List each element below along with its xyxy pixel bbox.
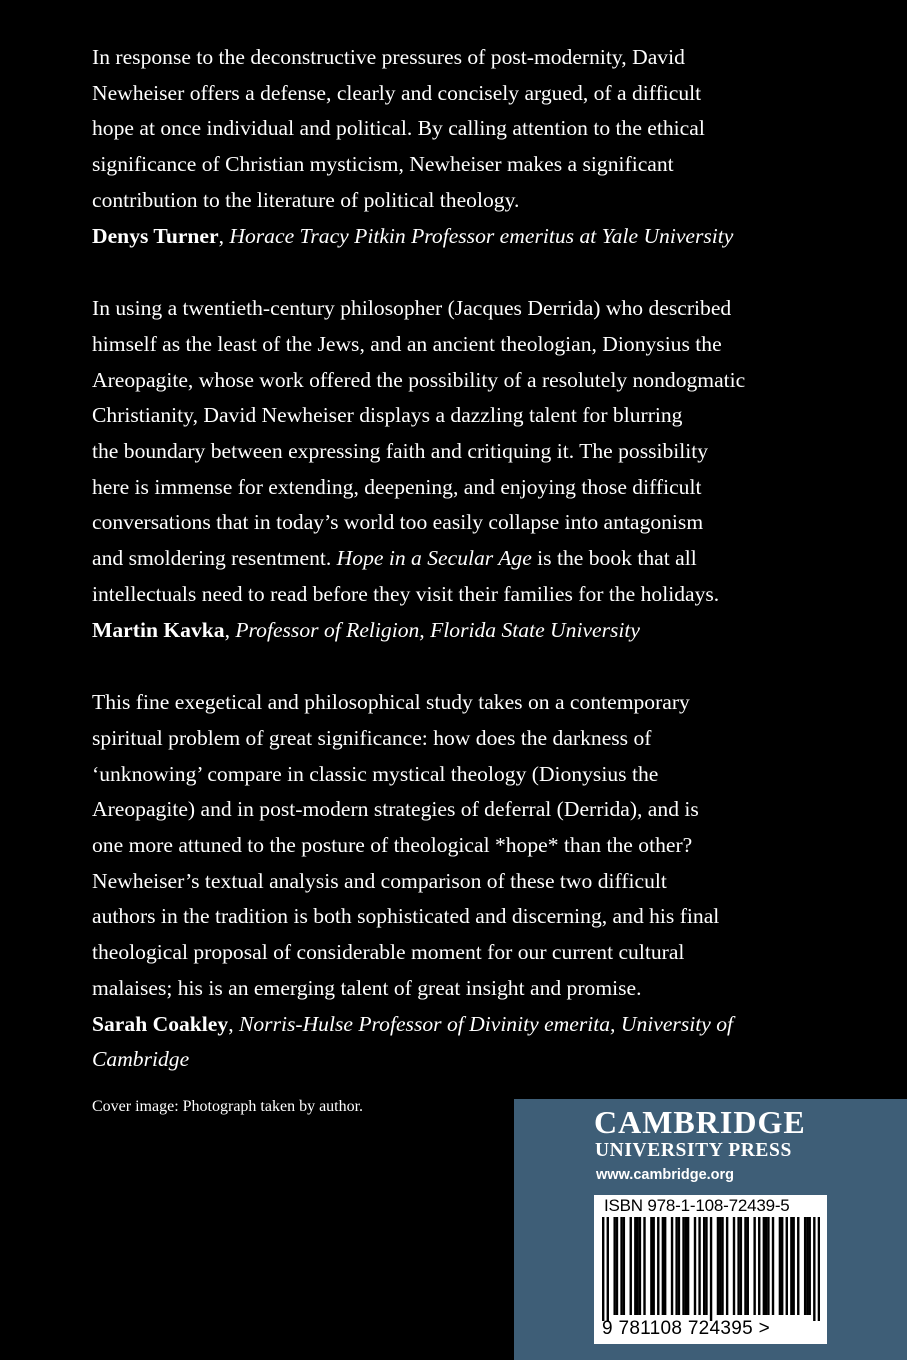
- blurb-text-line: significance of Christian mysticism, Newheiser makes a significant: [92, 152, 674, 177]
- endorser-attribution: [92, 613, 792, 649]
- endorser-name: Sarah Coakley: [92, 1011, 229, 1036]
- barcode-icon: [602, 1217, 820, 1321]
- blurb-text-line: hope at once individual and political. By calling attention to the ethical: [92, 116, 705, 141]
- blurb-text-line: spiritual problem of great significance: how does the darkness of: [92, 725, 652, 750]
- publisher-url: www.cambridge.org: [596, 1167, 735, 1183]
- endorser-name: Denys Turner: [92, 223, 219, 248]
- blurb-text-line: one more attuned to the posture of theological *hope* than the other?: [92, 833, 693, 858]
- blurb-text-line: malaises; his is an emerging talent of great insight and promise.: [92, 975, 642, 1000]
- endorser-title: Professor of Religion, Florida State University: [235, 617, 640, 642]
- blurb-text-line: himself as the least of the Jews, and an ancient theologian, Dionysius the: [92, 331, 722, 356]
- blurb-text-line: the boundary between expressing faith and critiquing it. The possibility: [92, 439, 709, 464]
- blurb-text-line: Newheiser offers a defense, clearly and concisely argued, of a difficult: [92, 80, 702, 105]
- publisher-panel: [514, 1099, 907, 1360]
- blurb-text-line: ‘unknowing’ compare in classic mystical theology (Dionysius the: [92, 761, 659, 786]
- cover-image-credit: Cover image: Photograph taken by author.: [92, 1098, 364, 1115]
- publisher-name: CAMBRIDGE: [594, 1104, 806, 1140]
- publisher-subname: UNIVERSITY PRESS: [595, 1140, 792, 1161]
- blurb-text-line: theological proposal of considerable moment for our current cultural: [92, 940, 685, 965]
- endorsements: [92, 40, 792, 1115]
- blurb-text-line: This fine exegetical and philosophical study takes on a contemporary: [92, 690, 690, 715]
- endorser-name: Martin Kavka: [92, 617, 225, 642]
- blurb-text-line: [92, 541, 792, 577]
- attribution-separator: ,: [228, 1011, 239, 1036]
- blurb-text-line: In using a twentieth-century philosopher (Jacques Derrida) who described: [92, 296, 732, 321]
- blurb-text-line: Christianity, David Newheiser displays a dazzling talent for blurring: [92, 403, 683, 428]
- endorser-attribution: [92, 219, 792, 255]
- endorsement-turner: [92, 40, 792, 254]
- blurb-text-segment: is the book that all: [531, 546, 697, 571]
- barcode-digits: 9 781108 724395 >: [602, 1318, 770, 1339]
- endorsement-coakley: [92, 685, 792, 1078]
- book-title: Hope in a Secular Age: [336, 546, 532, 571]
- isbn-label: ISBN 978-1-108-72439-5: [604, 1196, 790, 1215]
- blurb-text-line: Areopagite, whose work offered the possibility of a resolutely nondogmatic: [92, 367, 746, 392]
- endorsement-kavka: [92, 291, 792, 648]
- blurb-text-segment: and smoldering resentment.: [92, 546, 337, 571]
- blurb-text-line: Newheiser’s textual analysis and comparison of these two difficult: [92, 868, 667, 893]
- blurb-text-line: authors in the tradition is both sophisticated and discerning, and his final: [92, 904, 720, 929]
- blurb-text-line: intellectuals need to read before they visit their families for the holidays.: [92, 581, 720, 606]
- blurb-text-line: contribution to the literature of political theology.: [92, 187, 520, 212]
- blurb-text-line: conversations that in today’s world too easily collapse into antagonism: [92, 510, 704, 535]
- endorser-attribution: [92, 1007, 792, 1043]
- isbn-barcode-block: [594, 1195, 827, 1344]
- blurb-text-line: Areopagite) and in post-modern strategies of deferral (Derrida), and is: [92, 797, 699, 822]
- blurb-text-line: here is immense for extending, deepening, and enjoying those difficult: [92, 474, 702, 499]
- attribution-separator: ,: [218, 223, 230, 248]
- blurb-text-line: In response to the deconstructive pressures of post-modernity, David: [92, 45, 685, 69]
- endorser-title-continued: Cambridge: [92, 1047, 190, 1072]
- endorser-title: Horace Tracy Pitkin Professor emeritus at Yale University: [229, 223, 734, 248]
- attribution-separator: ,: [224, 617, 236, 642]
- endorser-title: Norris-Hulse Professor of Divinity emerita, University of: [238, 1011, 733, 1036]
